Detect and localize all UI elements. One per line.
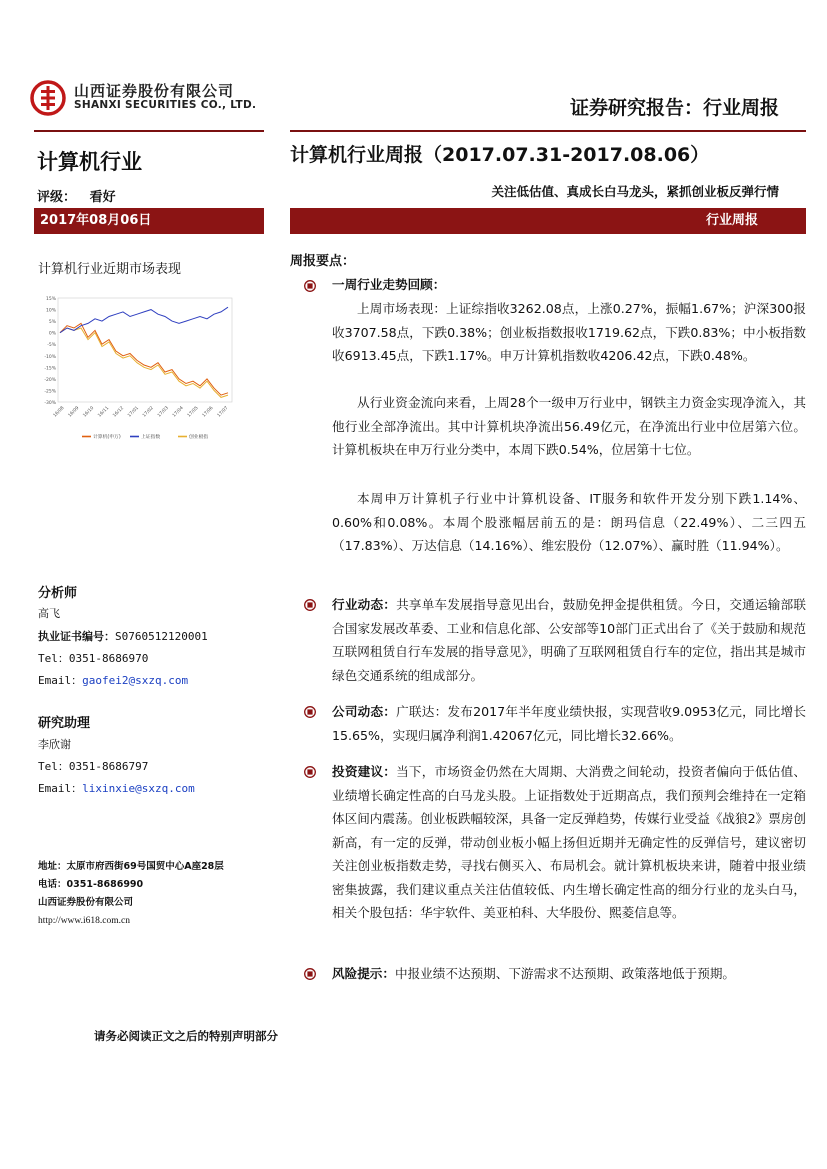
series-line: [60, 307, 228, 333]
assistant-name: 李欣谢: [38, 738, 71, 751]
bullet-4-text: 当下，市场资金仍然在大周期、大消费之间轮动，投资者偏向于低估值、业绩增长确定性高的白马龙头股。上证指数处于近期高点，我们预判会维持在一定箱体区间内震荡。创业板跌幅较深，具备一定反弹趋势，传媒行业受益《战狼2》票房创新高，有一定的反弹，带动创业板小幅上扬但近期并无确定性的反弹信号，建议密切关注创业板指数走势，寻找右侧买入、布局机会。就计算机板块来讲，随着中报业绩密集披露，我们建议重点关注估值较低、内生增长确定性高的细分行业的龙头白马，相关个股包括：华宇软件、美亚柏科、大华股份、熙菱信息等。: [332, 764, 807, 920]
x-tick-label: 17/02: [142, 405, 155, 419]
market-performance-title: 计算机行业近期市场表现: [38, 262, 182, 277]
report-type: 证券研究报告：行业周报: [569, 97, 779, 119]
assistant-email: [38, 780, 195, 796]
company-phone: 电话：0351-8686990: [38, 879, 144, 890]
y-tick-label: -10%: [44, 354, 56, 360]
company-name-en: SHANXI SECURITIES CO., LTD.: [74, 99, 257, 111]
bullet-1-paragraph-2: 从行业资金流向来看，上周28个一级申万行业中，钢铁主力资金实现净流入，其他行业全部净流出。其中计算机块净流出56.49亿元，在净流出行业中位居第六位。计算机板块在申万行业分类中，本周下跌0.54%，位居第十七位。: [332, 395, 806, 457]
legend-label: 创业板指: [189, 435, 209, 440]
x-tick-label: 16/09: [67, 405, 81, 419]
bullet-icon: [304, 968, 316, 980]
company-address: 地址：太原市府西街69号国贸中心A座28层: [38, 861, 224, 872]
analyst-cert: [38, 628, 208, 644]
bullet-5-title: 风险提示：: [332, 966, 395, 981]
bullet-4-title: 投资建议：: [332, 764, 397, 779]
bullet-1-paragraph-1: 上周市场表现：上证综指收3262.08点，上涨0.27%，振幅1.67%；沪深300报收3707.58点，下跌0.38%；创业板指数报收1719.62点，下跌0.83%；中小板指数收6913.45点，下跌1.17%。申万计算机指数收4206.42点，下跌0.48%。: [332, 301, 806, 363]
assistant-email-label: Email：: [38, 782, 83, 795]
header-rule-right: [290, 130, 806, 132]
analyst-email-link[interactable]: gaofei2@sxzq.com: [82, 674, 189, 687]
analyst-email: [38, 672, 188, 688]
company-name-cn: 山西证券股份有限公司: [74, 82, 235, 100]
rating: [37, 186, 116, 205]
analyst-tel: Tel：0351-8686970: [38, 652, 149, 665]
cert-label: 执业证书编号：: [38, 630, 115, 643]
bullet-3-text: 广联达：发布2017年半年度业绩快报，实现营收9.0953亿元，同比增长15.65%，实现归属净利润1.42067亿元，同比增长32.66%。: [332, 704, 806, 743]
report-subtitle: 关注低估值、真成长白马龙头，紧抓创业板反弹行情: [491, 184, 779, 199]
bullet-1-head: [332, 273, 806, 297]
y-tick-label: -20%: [44, 377, 56, 383]
sector-name: 计算机行业: [37, 150, 142, 174]
bullet-2-text: 共享单车发展指导意见出台，鼓励免押金提供租赁。今日，交通运输部联合国家发展改革委、工业和信息化部、公安部等10部门正式出台了《关于鼓励和规范互联网租赁自行车发展的指导意见》，明确了互联网租赁自行车的定位，指出其是城市绿色交通系统的组成部分。: [332, 597, 807, 683]
header-rule-left: [34, 130, 264, 132]
bullet-1-title: 一周行业走势回顾：: [332, 277, 446, 292]
bullet-icon: [304, 706, 316, 718]
company-website[interactable]: http://www.i618.com.cn: [38, 916, 130, 926]
company-logo-icon: [30, 80, 66, 116]
x-tick-label: 17/06: [201, 405, 215, 419]
x-tick-label: 17/03: [157, 405, 170, 419]
report-type-bar: 行业周报: [290, 208, 806, 234]
y-tick-label: 15%: [45, 297, 56, 302]
y-tick-label: 5%: [48, 320, 56, 326]
bullet-5: [332, 962, 806, 986]
series-line: [60, 328, 228, 397]
x-tick-label: 17/04: [171, 405, 185, 419]
y-tick-label: -5%: [47, 343, 56, 349]
assistant-tel: Tel：0351-8686797: [38, 760, 149, 773]
rating-value: 看好: [89, 190, 116, 205]
x-tick-label: 16/11: [97, 405, 111, 419]
market-performance-chart: [40, 292, 236, 444]
y-tick-label: 10%: [45, 308, 56, 314]
x-tick-label: 16/08: [52, 405, 66, 419]
x-tick-label: 17/01: [127, 405, 140, 419]
x-tick-label: 17/05: [186, 405, 200, 419]
y-tick-label: 0%: [48, 331, 56, 337]
report-title: 计算机行业周报（2017.07.31-2017.08.06）: [290, 144, 710, 166]
x-tick-label: 16/12: [112, 405, 126, 419]
analyst-email-label: Email：: [38, 674, 83, 687]
cert-value: S0760512120001: [115, 630, 208, 643]
x-tick-label: 16/10: [82, 405, 96, 419]
bullet-icon: [304, 599, 316, 611]
y-tick-label: -25%: [44, 389, 56, 395]
summary-heading: 周报要点：: [290, 254, 356, 269]
bullet-3: [332, 700, 806, 747]
bullet-icon: [304, 766, 316, 778]
disclaimer-note: 请务必阅读正文之后的特别声明部分: [94, 1029, 278, 1043]
company-name-footer: 山西证券股份有限公司: [38, 897, 134, 908]
y-tick-label: -30%: [44, 401, 56, 406]
bullet-3-title: 公司动态：: [332, 704, 397, 719]
y-tick-label: -15%: [44, 366, 56, 372]
chart-plot-frame: [58, 298, 232, 402]
legend-label: 计算机(申万): [93, 435, 121, 440]
report-date: 2017年08月06日: [34, 208, 264, 234]
bullet-1-paragraph-3: 本周申万计算机子行业中计算机设备、IT服务和软件开发分别下跌1.14%、0.60%和0.08%。本周个股涨幅居前五的是：朗玛信息（22.49%）、二三四五（17.83%）、万达信息（14.16%）、维宏股份（12.07%）、赢时胜（11.94%）。: [332, 491, 806, 553]
bullet-2: [332, 593, 806, 687]
analyst-name: 高飞: [38, 607, 60, 620]
bullet-2-title: 行业动态：: [332, 597, 397, 612]
legend-label: 上证指数: [141, 435, 161, 440]
rating-label: 评级：: [37, 190, 77, 205]
analyst-heading: 分析师: [38, 586, 78, 601]
assistant-email-link[interactable]: lixinxie@sxzq.com: [82, 782, 195, 795]
bullet-4: [332, 760, 806, 925]
assistant-heading: 研究助理: [38, 716, 91, 731]
x-tick-label: 17/07: [216, 405, 230, 419]
bullet-5-text: 中报业绩不达预期、下游需求不达预期、政策落地低于预期。: [394, 966, 735, 981]
bullet-icon: [304, 280, 316, 292]
